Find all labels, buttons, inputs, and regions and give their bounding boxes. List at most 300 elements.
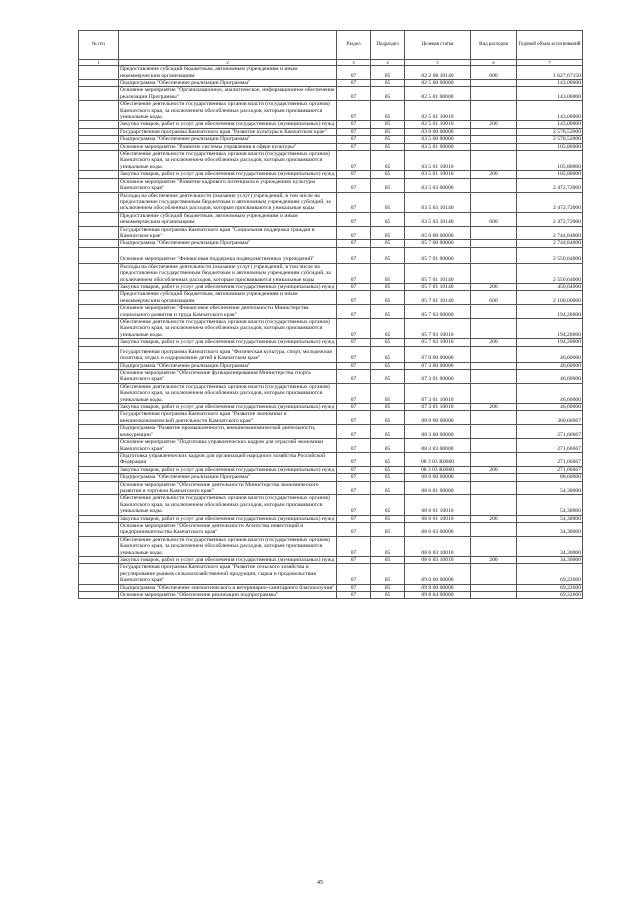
- razdel-cell: 07: [337, 522, 371, 536]
- amount-cell: 46,60000: [517, 404, 583, 411]
- amount-cell: 2 744,84000: [517, 226, 583, 240]
- podrazdel-cell: 05: [371, 404, 405, 411]
- num-cell: [79, 151, 119, 171]
- razdel-cell: 07: [337, 192, 371, 212]
- article-cell: 02 5 00 00000: [405, 80, 471, 87]
- razdel-cell: 07: [337, 536, 371, 556]
- num-cell: [79, 136, 119, 143]
- amount-cell: 360,66667: [517, 411, 583, 425]
- name-cell: Основное мероприятие "Обеспечение реализации подпрограммы": [119, 592, 337, 599]
- num-cell: [79, 404, 119, 411]
- num-cell: [79, 283, 119, 290]
- num-cell: [79, 466, 119, 473]
- name-cell: Основное мероприятие "Развитие кадрового потенциала в учреждениях культуры Камчатского края": [119, 178, 337, 192]
- podrazdel-cell: 05: [371, 305, 405, 319]
- amount-cell: 54,30000: [517, 515, 583, 522]
- podrazdel-cell: 05: [371, 178, 405, 192]
- vid-cell: [471, 452, 517, 466]
- razdel-cell: 07: [337, 121, 371, 128]
- amount-cell: 2 550,64000: [517, 247, 583, 263]
- table-row: [79, 557, 583, 564]
- podrazdel-cell: 05: [371, 522, 405, 536]
- razdel-cell: 07: [337, 263, 371, 283]
- table-row: [79, 212, 583, 226]
- amount-cell: 194,20000: [517, 319, 583, 339]
- num-cell: [79, 80, 119, 87]
- name-cell: Закупка товаров, работ и услуг для обеспечения государственных (муниципальных) нужд: [119, 557, 337, 564]
- num-cell: [79, 319, 119, 339]
- table-row: [79, 474, 583, 481]
- razdel-cell: 07: [337, 370, 371, 384]
- article-cell: 05 7 00 00000: [405, 240, 471, 247]
- table-row: [79, 151, 583, 171]
- vid-cell: [471, 319, 517, 339]
- amount-cell: 271,66667: [517, 466, 583, 473]
- article-cell: 05 7 01 10140: [405, 291, 471, 305]
- podrazdel-cell: 05: [371, 346, 405, 362]
- podrazdel-cell: 05: [371, 452, 405, 466]
- razdel-cell: 07: [337, 474, 371, 481]
- num-cell: [79, 536, 119, 556]
- article-cell: 08 6 03 10010: [405, 557, 471, 564]
- article-cell: 03 5 01 10010: [405, 151, 471, 171]
- table-row: [79, 495, 583, 515]
- num-cell: [79, 339, 119, 346]
- razdel-cell: 07: [337, 584, 371, 591]
- num-cell: [79, 192, 119, 212]
- podrazdel-cell: 05: [371, 319, 405, 339]
- podrazdel-cell: 05: [371, 515, 405, 522]
- razdel-cell: 07: [337, 171, 371, 178]
- vid-cell: [471, 247, 517, 263]
- article-cell: 08 3 03 00000: [405, 439, 471, 453]
- razdel-cell: 07: [337, 66, 371, 80]
- article-cell: 02 5 01 10010: [405, 101, 471, 121]
- name-cell: Основное мероприятие "Обеспечение функционирования Министерства спорта Камчатского края": [119, 370, 337, 384]
- razdel-cell: 07: [337, 515, 371, 522]
- table-row: [79, 481, 583, 495]
- article-cell: 09 8 00 00000: [405, 584, 471, 591]
- article-cell: 05 7 03 10010: [405, 319, 471, 339]
- name-cell: Основное мероприятие "Организационное, аналитическое, информационное обеспечение реализации Программы": [120, 87, 335, 100]
- podrazdel-cell: 05: [371, 121, 405, 128]
- name-cell: Закупка товаров, работ и услуг для обеспечения государственных (муниципальных) нужд: [119, 171, 337, 178]
- table-row: [79, 466, 583, 473]
- table-row: [79, 171, 583, 178]
- amount-cell: 88,60000: [517, 474, 583, 481]
- name-cell: Предоставление субсидий бюджетным, автономным учреждениям и иным некоммерческим организациям: [119, 291, 337, 305]
- vid-cell: 600: [471, 291, 517, 305]
- podrazdel-cell: 05: [371, 240, 405, 247]
- num-cell: [79, 178, 119, 192]
- article-cell: 05 7 01 10140: [405, 283, 471, 290]
- num-cell: [79, 362, 119, 369]
- table-row: [79, 319, 583, 339]
- vid-cell: [471, 425, 517, 439]
- podrazdel-cell: 05: [371, 439, 405, 453]
- amount-cell: 54,30000: [517, 495, 583, 515]
- amount-cell: 2 100,00000: [517, 291, 583, 305]
- article-cell: 05 7 03 00000: [405, 305, 471, 319]
- podrazdel-cell: 05: [371, 143, 405, 150]
- razdel-cell: 07: [337, 495, 371, 515]
- name-cell: Закупка товаров, работ и услуг для обеспечения государственных (муниципальных) нужд: [119, 466, 337, 473]
- name-cell: Основное мероприятие "Развитие системы управления в сфере культуры": [119, 143, 337, 150]
- podrazdel-cell: 05: [371, 481, 405, 495]
- table-row: [79, 66, 583, 80]
- razdel-cell: 07: [337, 383, 371, 403]
- razdel-cell: 07: [337, 291, 371, 305]
- razdel-cell: 07: [337, 411, 371, 425]
- amount-cell: 105,80000: [517, 151, 583, 171]
- table-row: [79, 87, 583, 101]
- amount-cell: 2 472,72000: [517, 212, 583, 226]
- razdel-cell: 07: [337, 319, 371, 339]
- name-cell: Подпрограмма "Обеспечение реализации Программы": [119, 136, 337, 143]
- razdel-cell: 07: [337, 143, 371, 150]
- table-body: [79, 66, 583, 599]
- name-cell: Закупка товаров, работ и услуг для обеспечения государственных (муниципальных) нужд: [119, 121, 337, 128]
- razdel-cell: 07: [337, 404, 371, 411]
- amount-cell: 143,00000: [517, 80, 583, 87]
- article-cell: 08 3 03 R0660: [405, 452, 471, 466]
- razdel-cell: 07: [337, 136, 371, 143]
- table-row: [79, 291, 583, 305]
- razdel-cell: 07: [337, 452, 371, 466]
- table-row: [79, 452, 583, 466]
- index-cell: 7: [517, 60, 583, 66]
- razdel-cell: 07: [337, 226, 371, 240]
- article-cell: 03 5 01 10010: [405, 171, 471, 178]
- article-cell: 07 3 01 00000: [405, 370, 471, 384]
- podrazdel-cell: 05: [371, 291, 405, 305]
- razdel-cell: 07: [337, 283, 371, 290]
- vid-cell: [471, 143, 517, 150]
- name-cell: Основное мероприятие "Финансовое обеспечение деятельности Министерства социального развития и труда Камчатского края": [119, 305, 337, 319]
- podrazdel-cell: 05: [371, 136, 405, 143]
- num-cell: [79, 522, 119, 536]
- name-cell: Обеспечение деятельности государственных органов власти (государственных органов) Камчатского края, за исключением обособленных расходов, которым присваиваются уникальные коды.: [119, 101, 337, 121]
- vid-cell: 200: [471, 466, 517, 473]
- article-cell: 08 3 00 00000: [405, 425, 471, 439]
- amount-cell: 2 550,64000: [517, 263, 583, 283]
- name-cell: Подпрограмма "Обеспечение эпизоотического и ветеринарно-санитарного благополучия": [119, 584, 337, 591]
- table-row: [79, 536, 583, 556]
- razdel-cell: 07: [337, 564, 371, 584]
- razdel-cell: 07: [337, 466, 371, 473]
- podrazdel-cell: 05: [371, 536, 405, 556]
- amount-cell: 143,00000: [517, 121, 583, 128]
- razdel-cell: 07: [337, 481, 371, 495]
- num-cell: [79, 128, 119, 135]
- num-cell: [79, 452, 119, 466]
- podrazdel-cell: 05: [371, 128, 405, 135]
- podrazdel-cell: 05: [371, 592, 405, 599]
- name-cell: Расходы на обеспечение деятельности (оказание услуг) учреждений, в том числе на предоставление государственным бюджетным и автономным учреждениям субсидий, за исключением обособленных расходов, которым присваиваются уникальные коды: [119, 192, 337, 212]
- name-cell: Основное мероприятие "Обеспечение деятельности Агентства инвестиций и предпринимательства Камчатского края": [119, 522, 337, 536]
- razdel-cell: 07: [337, 339, 371, 346]
- index-cell: 6: [471, 60, 517, 66]
- vid-cell: [471, 87, 517, 101]
- amount-cell: 1 627,67150: [517, 66, 583, 80]
- index-cell: 1: [79, 60, 119, 66]
- amount-cell: 46,60000: [517, 383, 583, 403]
- article-cell: 02 5 01 00000: [405, 87, 471, 101]
- podrazdel-cell: 05: [371, 584, 405, 591]
- podrazdel-cell: 05: [371, 247, 405, 263]
- num-cell: [79, 592, 119, 599]
- razdel-cell: 07: [337, 178, 371, 192]
- num-cell: [79, 263, 119, 283]
- article-cell: 03 5 03 10140: [405, 212, 471, 226]
- budget-table: [78, 30, 583, 599]
- table-row: [79, 143, 583, 150]
- name-cell: Основное мероприятие "Подготовка управленческих кадров для отраслей экономики Камчатского края": [119, 439, 337, 453]
- podrazdel-cell: 05: [371, 557, 405, 564]
- name-cell: Подпрограмма "Обеспечение реализации Программы": [119, 474, 337, 481]
- name-cell: Предоставление субсидий бюджетным, автономным учреждениям и иным некоммерческим организациям: [119, 212, 337, 226]
- num-cell: [79, 143, 119, 150]
- podrazdel-cell: 05: [371, 192, 405, 212]
- podrazdel-cell: 05: [371, 383, 405, 403]
- vid-cell: [471, 305, 517, 319]
- name-cell: Расходы на обеспечение деятельности (оказание услуг) учреждений, в том числе на предоставление государственным бюджетным и автономным учреждениям субсидий, за исключением обособленных расходов, которым присваиваются уникальные коды: [119, 263, 337, 283]
- vid-cell: 200: [471, 515, 517, 522]
- num-cell: [79, 474, 119, 481]
- article-cell: 08 6 03 10010: [405, 536, 471, 556]
- article-cell: 03 5 03 00000: [405, 178, 471, 192]
- index-cell: 4: [371, 60, 405, 66]
- article-cell: 02 5 01 10010: [405, 121, 471, 128]
- razdel-cell: 07: [337, 346, 371, 362]
- name-cell: Закупка товаров, работ и услуг для обеспечения государственных (муниципальных) нужд: [119, 283, 337, 290]
- article-cell: 05 0 00 00000: [405, 226, 471, 240]
- vid-cell: 200: [471, 404, 517, 411]
- razdel-cell: 07: [337, 592, 371, 599]
- amount-cell: 34,30000: [517, 536, 583, 556]
- amount-cell: 271,66667: [517, 452, 583, 466]
- table-row: [79, 370, 583, 384]
- amount-cell: 2 744,84000: [517, 240, 583, 247]
- vid-cell: [471, 584, 517, 591]
- table-row: [79, 80, 583, 87]
- vid-cell: [471, 346, 517, 362]
- podrazdel-cell: 05: [371, 564, 405, 584]
- name-cell: Обеспечение деятельности государственных органов власти (государственных органов) Камчатского края, за исключением обособленных расходов, которым присваиваются уникальные коды.: [119, 151, 337, 171]
- vid-cell: [471, 80, 517, 87]
- table-row: [79, 564, 583, 584]
- num-cell: [79, 383, 119, 403]
- name-cell: Подпрограмма "Обеспечение реализации Программы": [119, 80, 337, 87]
- name-cell: Государственная программа Камчатского края "Физическая культура, спорт, молодежная политика, отдых и оздоровление детей в Камчатском крае": [119, 346, 337, 362]
- podrazdel-cell: 05: [371, 411, 405, 425]
- name-cell: Обеспечение деятельности государственных органов власти (государственных органов) Камчатского края, за исключением обособленных расходов, которым присваиваются уникальные коды.: [119, 495, 337, 515]
- article-cell: 09 8 04 00000: [405, 592, 471, 599]
- podrazdel-cell: 05: [371, 263, 405, 283]
- header-num: № п/п: [79, 31, 119, 60]
- article-cell: 08 6 00 00000: [405, 474, 471, 481]
- header-razdel: Раздел: [337, 31, 371, 60]
- table-row: [79, 128, 583, 135]
- podrazdel-cell: 05: [371, 101, 405, 121]
- amount-cell: 54,30000: [517, 481, 583, 495]
- razdel-cell: 07: [337, 101, 371, 121]
- razdel-cell: 07: [337, 128, 371, 135]
- vid-cell: [471, 474, 517, 481]
- vid-cell: [471, 128, 517, 135]
- article-cell: 08 6 01 10010: [405, 515, 471, 522]
- num-cell: [79, 305, 119, 319]
- index-cell: 5: [405, 60, 471, 66]
- podrazdel-cell: 05: [371, 495, 405, 515]
- vid-cell: [471, 481, 517, 495]
- num-cell: [79, 495, 119, 515]
- index-cell: 3: [337, 60, 371, 66]
- num-cell: [79, 87, 119, 101]
- amount-cell: 46,60000: [517, 362, 583, 369]
- article-cell: 03 0 00 00000: [405, 128, 471, 135]
- name-cell: Закупка товаров, работ и услуг для обеспечения государственных (муниципальных) нужд: [119, 515, 337, 522]
- amount-cell: 194,20000: [517, 339, 583, 346]
- razdel-cell: 07: [337, 362, 371, 369]
- table-row: [79, 240, 583, 247]
- amount-cell: 2 472,72000: [517, 192, 583, 212]
- num-cell: [79, 370, 119, 384]
- table-row: [79, 515, 583, 522]
- vid-cell: 200: [471, 339, 517, 346]
- article-cell: 05 7 03 10010: [405, 339, 471, 346]
- article-cell: 05 7 01 00000: [405, 247, 471, 263]
- table-row: [79, 305, 583, 319]
- name-cell: Подготовка управленческих кадров для организаций народного хозяйства Российской Федерации: [119, 452, 337, 466]
- vid-cell: 200: [471, 283, 517, 290]
- article-cell: 08 3 03 R0660: [405, 466, 471, 473]
- num-cell: [79, 226, 119, 240]
- header-vid: Вид расходов: [471, 31, 517, 60]
- index-cell: 2: [119, 60, 337, 66]
- vid-cell: [471, 101, 517, 121]
- name-cell: Закупка товаров, работ и услуг для обеспечения государственных (муниципальных) нужд: [119, 339, 337, 346]
- name-cell: Подпрограмма "Развитие промышленности, внешнеэкономической деятельности, конкуренции": [119, 425, 337, 439]
- name-cell: Обеспечение деятельности государственных органов власти (государственных органов) Камчатского края, за исключением обособленных расходов, которым присваиваются уникальные коды.: [119, 536, 337, 556]
- num-cell: [79, 66, 119, 80]
- article-cell: 09 0 00 00000: [405, 564, 471, 584]
- table-row: [79, 592, 583, 599]
- podrazdel-cell: 05: [371, 283, 405, 290]
- num-cell: [79, 291, 119, 305]
- razdel-cell: 07: [337, 439, 371, 453]
- num-cell: [79, 439, 119, 453]
- table-row: [79, 121, 583, 128]
- vid-cell: [471, 192, 517, 212]
- amount-cell: 143,00000: [517, 101, 583, 121]
- vid-cell: [471, 411, 517, 425]
- article-cell: 03 5 00 00000: [405, 136, 471, 143]
- vid-cell: [471, 383, 517, 403]
- article-cell: 05 7 01 10140: [405, 263, 471, 283]
- table-row: [79, 136, 583, 143]
- razdel-cell: 07: [337, 240, 371, 247]
- podrazdel-cell: 05: [371, 66, 405, 80]
- num-cell: [79, 564, 119, 584]
- table-row: [79, 346, 583, 362]
- vid-cell: [471, 370, 517, 384]
- name-cell: Обеспечение деятельности государственных органов власти (государственных органов) Камчатского края, за исключением обособленных расходов, которым присваиваются уникальные коды.: [119, 319, 337, 339]
- table-row: [79, 584, 583, 591]
- name-cell: Подпрограмма "Обеспечение реализации Программы": [119, 240, 337, 247]
- podrazdel-cell: 05: [371, 362, 405, 369]
- name-cell: Подпрограмма "Обеспечение реализации Программы": [119, 362, 337, 369]
- amount-cell: 69,22600: [517, 592, 583, 599]
- razdel-cell: 07: [337, 212, 371, 226]
- table-row: [79, 283, 583, 290]
- vid-cell: [471, 439, 517, 453]
- razdel-cell: 07: [337, 557, 371, 564]
- table-row: [79, 192, 583, 212]
- article-cell: 07 0 00 00000: [405, 346, 471, 362]
- table-row: [79, 411, 583, 425]
- name-cell: Основное мероприятие "Обеспечение деятельности Министерства экономического развития и торговли Камчатского края": [119, 481, 337, 495]
- amount-cell: 34,30000: [517, 557, 583, 564]
- vid-cell: [471, 151, 517, 171]
- amount-cell: 194,20000: [517, 305, 583, 319]
- num-cell: [79, 346, 119, 362]
- name-cell: Государственная программа Камчатского края "Развитие сельского хозяйства и регулирование рынков сельскохозяйственной продукции, сырья и продовольствия Камчатского края": [119, 564, 337, 584]
- name-cell: Обеспечение деятельности государственных органов власти (государственных органов) Камчатского края, за исключением обособленных расходов, которым присваиваются уникальные коды.: [119, 383, 337, 403]
- vid-cell: 200: [471, 557, 517, 564]
- amount-cell: 271,66667: [517, 425, 583, 439]
- name-cell: Закупка товаров, работ и услуг для обеспечения государственных (муниципальных) нужд: [119, 404, 337, 411]
- podrazdel-cell: 05: [371, 370, 405, 384]
- table-row: [79, 383, 583, 403]
- amount-cell: 34,30000: [517, 522, 583, 536]
- table-row: [79, 362, 583, 369]
- podrazdel-cell: 05: [371, 425, 405, 439]
- vid-cell: [471, 136, 517, 143]
- razdel-cell: 07: [337, 425, 371, 439]
- podrazdel-cell: 05: [371, 171, 405, 178]
- podrazdel-cell: 05: [371, 466, 405, 473]
- podrazdel-cell: 05: [371, 87, 405, 101]
- vid-cell: 200: [471, 171, 517, 178]
- num-cell: [79, 557, 119, 564]
- num-cell: [79, 171, 119, 178]
- podrazdel-cell: 05: [371, 474, 405, 481]
- num-cell: [79, 101, 119, 121]
- num-cell: [79, 515, 119, 522]
- amount-cell: 69,22600: [517, 564, 583, 584]
- vid-cell: [471, 495, 517, 515]
- header-row: [79, 31, 583, 60]
- vid-cell: [471, 240, 517, 247]
- vid-cell: [471, 226, 517, 240]
- table-row: [79, 425, 583, 439]
- table-row: [79, 263, 583, 283]
- razdel-cell: 07: [337, 305, 371, 319]
- header-amount: Годовой объем ассигнований: [517, 31, 583, 60]
- article-cell: 03 5 03 10140: [405, 192, 471, 212]
- table-row: [79, 439, 583, 453]
- amount-cell: 143,00000: [517, 87, 583, 101]
- name-cell: Предоставление субсидий бюджетным, автономным учреждениям и иным некоммерческим организациям: [119, 66, 337, 80]
- amount-cell: 105,80000: [517, 171, 583, 178]
- table-row: [79, 247, 583, 263]
- header-podrazdel: Подраздел: [371, 31, 405, 60]
- num-cell: [79, 425, 119, 439]
- header-name: [119, 31, 337, 60]
- name-cell: Основное мероприятие "Финансовая поддержка подведомственных учреждений": [119, 247, 337, 263]
- podrazdel-cell: 05: [371, 80, 405, 87]
